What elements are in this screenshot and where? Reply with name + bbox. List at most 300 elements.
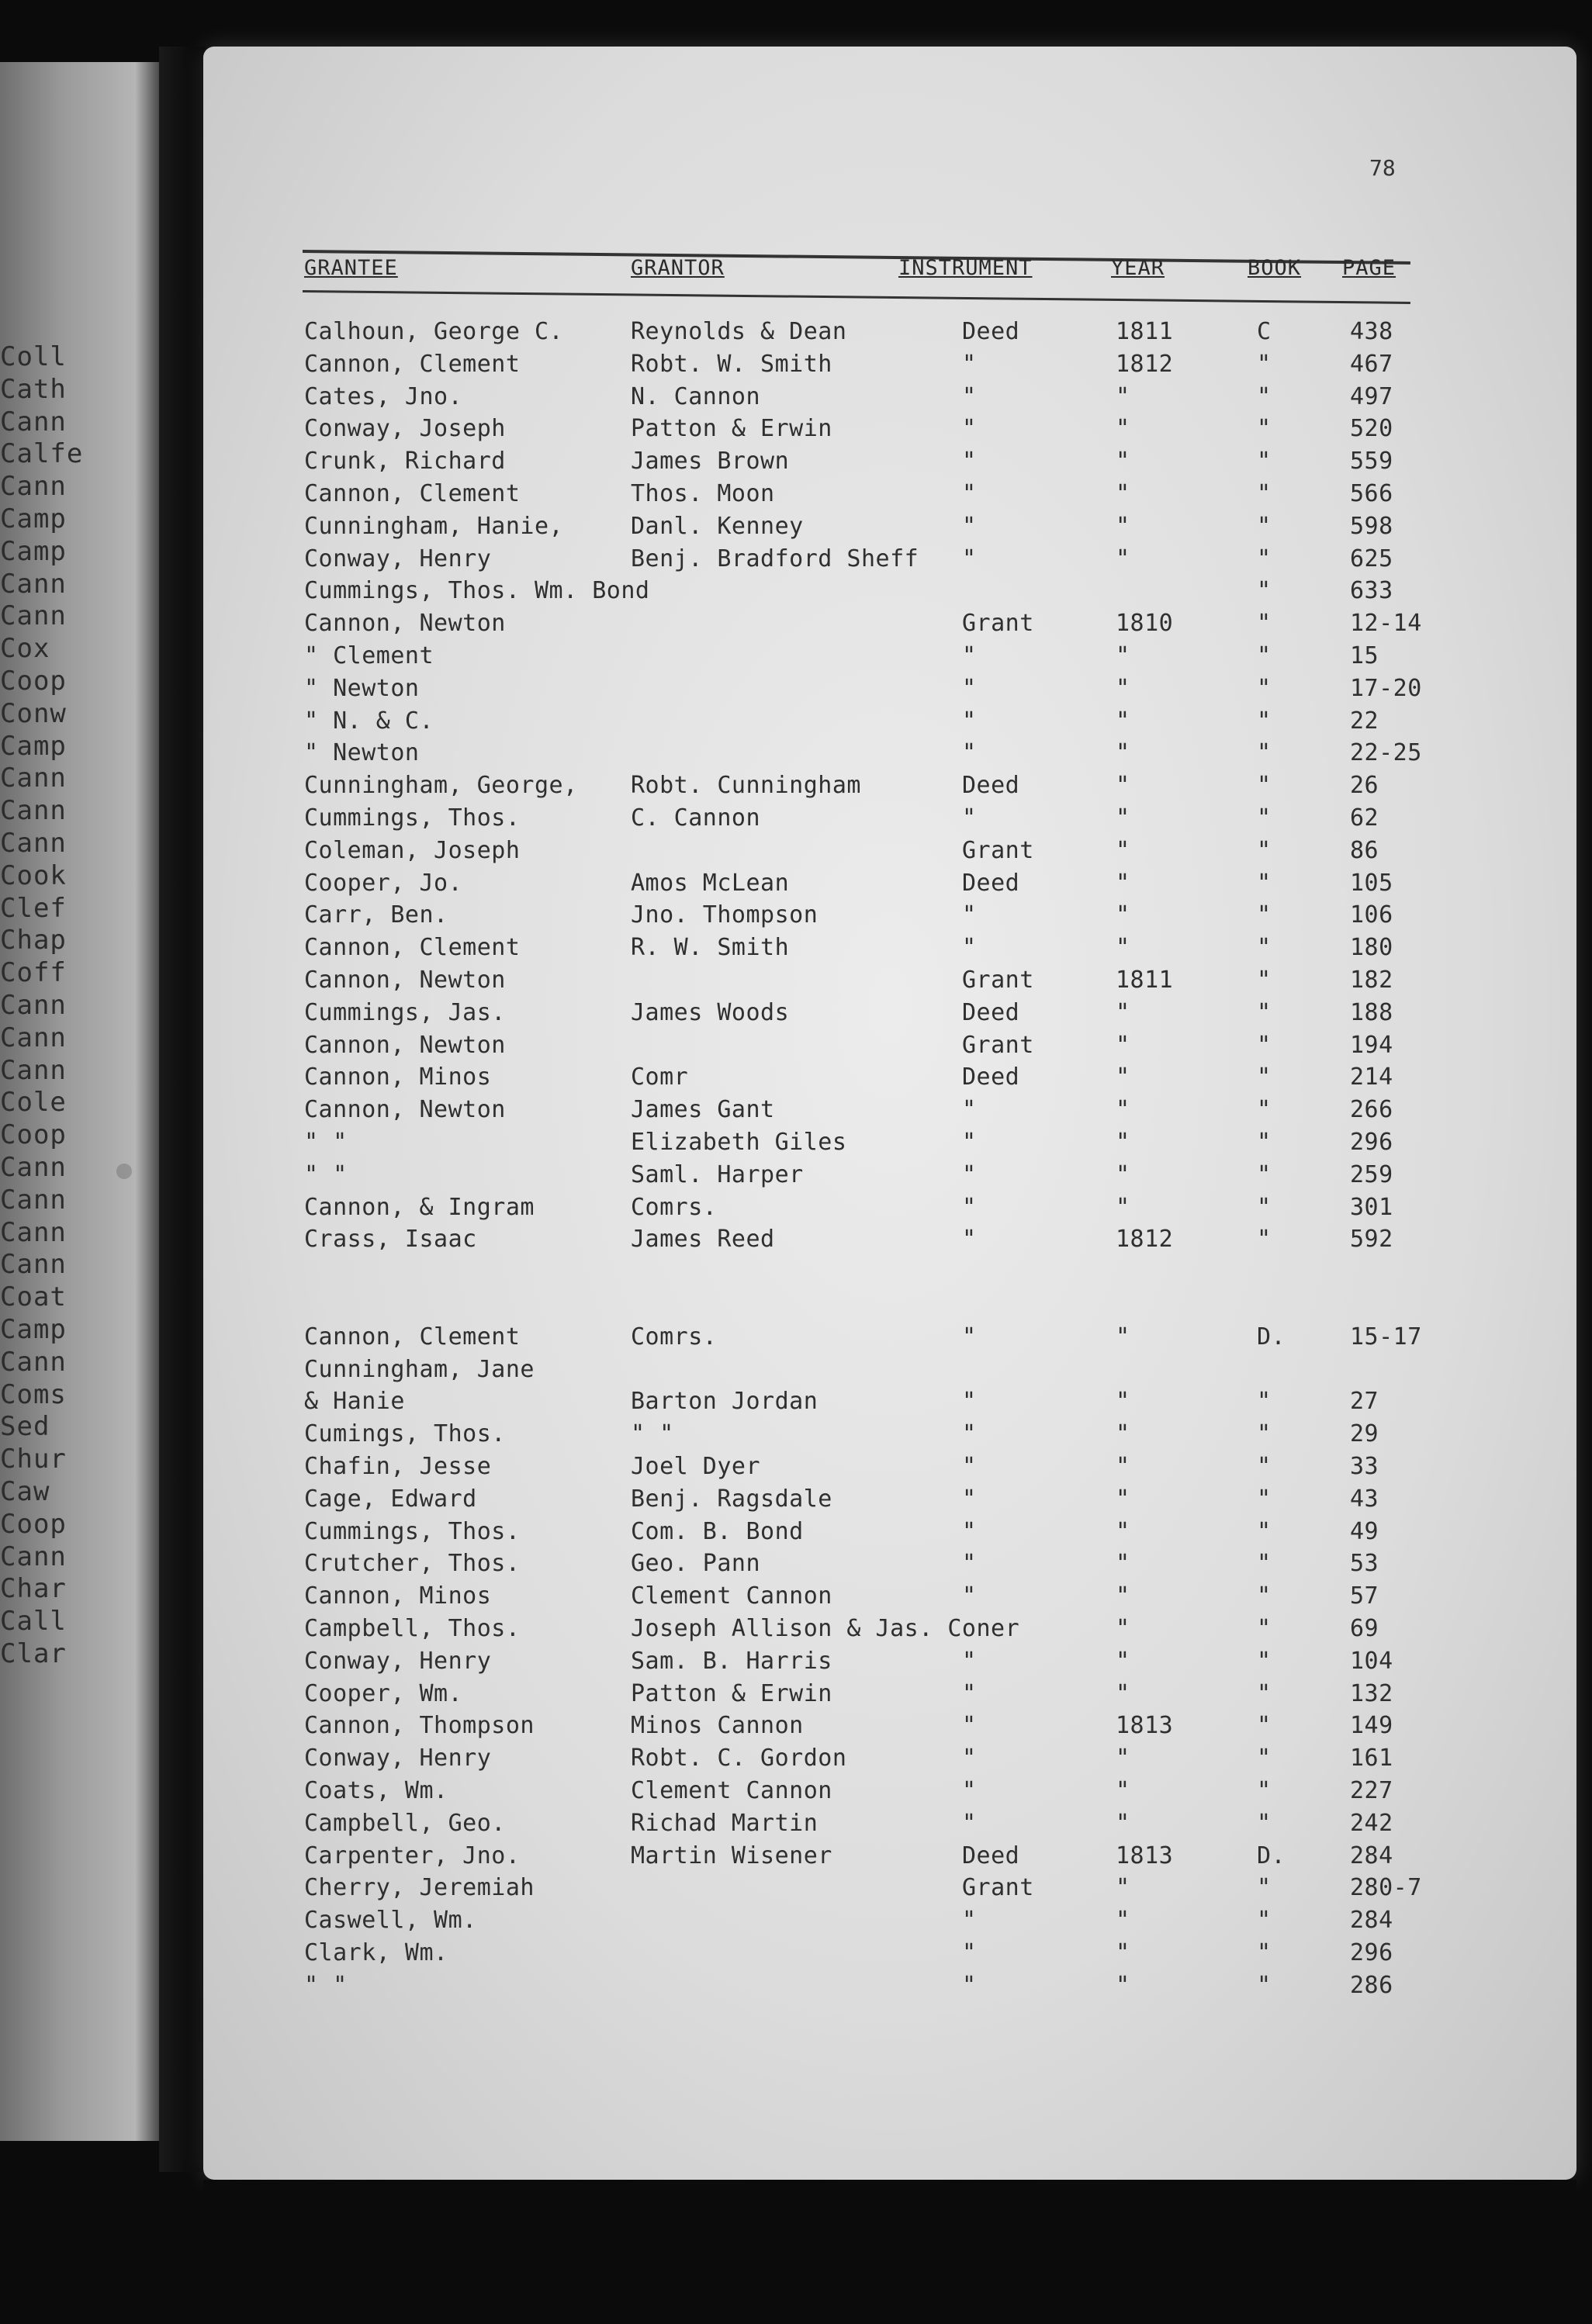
cell-year: " xyxy=(1116,707,1130,735)
cell-instrument: Deed xyxy=(962,1063,1020,1091)
cell-grantor: Robt. W. Smith xyxy=(631,350,832,378)
table-row xyxy=(0,1712,1552,1745)
cell-year: " xyxy=(1116,998,1130,1026)
cell-book: " xyxy=(1257,512,1272,540)
cell-grantee: " " xyxy=(304,1971,348,1999)
cell-page: 266 xyxy=(1350,1096,1393,1124)
cell-grantor: Barton Jordan xyxy=(631,1388,818,1416)
cell-grantor: Robt. Cunningham xyxy=(631,772,861,800)
cell-book: D. xyxy=(1257,1323,1286,1350)
cell-instrument: " xyxy=(962,1453,977,1480)
cell-page: 57 xyxy=(1350,1582,1379,1610)
left-page-fragment: Cook xyxy=(0,859,67,891)
cell-grantor: Jno. Thompson xyxy=(631,901,818,929)
cell-instrument: " xyxy=(962,1647,977,1675)
cell-book: " xyxy=(1257,998,1272,1026)
table-row xyxy=(0,1096,1552,1129)
cell-grantee: " N. & C. xyxy=(304,707,434,735)
cell-book: " xyxy=(1257,577,1272,605)
header-page: PAGE xyxy=(1342,256,1396,280)
table-row xyxy=(0,739,1552,772)
cell-grantee: Cannon, Clement xyxy=(304,1323,521,1350)
cell-book: " xyxy=(1257,1907,1272,1935)
cell-instrument: " xyxy=(962,1388,977,1416)
table-row xyxy=(0,545,1552,578)
cell-instrument: " xyxy=(962,1096,977,1124)
table-row xyxy=(0,1291,1552,1323)
cell-book: " xyxy=(1257,674,1272,702)
cell-instrument: " xyxy=(962,545,977,572)
table-row xyxy=(0,1907,1552,1939)
cell-book: " xyxy=(1257,1063,1272,1091)
cell-year: " xyxy=(1116,1971,1130,1999)
left-page-fragment: Coat xyxy=(0,1281,67,1313)
cell-grantee: Conway, Henry xyxy=(304,1647,492,1675)
cell-book: " xyxy=(1257,934,1272,962)
cell-grantee: Crunk, Richard xyxy=(304,448,506,476)
cell-page: 497 xyxy=(1350,382,1393,410)
cell-page: 22 xyxy=(1350,707,1379,735)
cell-instrument: " xyxy=(962,1679,977,1707)
cell-page: 49 xyxy=(1350,1517,1379,1545)
cell-year: " xyxy=(1116,1809,1130,1837)
cell-year: " xyxy=(1116,1615,1130,1642)
cell-instrument: Grant xyxy=(962,967,1034,994)
cell-grantee: Conway, Henry xyxy=(304,1745,492,1772)
cell-grantor: Geo. Pann xyxy=(631,1550,761,1578)
table-row xyxy=(0,870,1552,902)
cell-grantee: Conway, Henry xyxy=(304,545,492,572)
cell-year: " xyxy=(1116,1777,1130,1804)
cell-grantee: Cates, Jno. xyxy=(304,382,463,410)
table-row xyxy=(0,480,1552,513)
cell-page: 27 xyxy=(1350,1388,1379,1416)
left-page-fragment: Cann xyxy=(0,795,67,827)
cell-instrument: " xyxy=(962,934,977,962)
left-page-fragment: Coop xyxy=(0,1508,67,1540)
cell-page: 26 xyxy=(1350,772,1379,800)
cell-grantor: Joseph Allison & Jas. Coner xyxy=(631,1615,1020,1642)
table-row xyxy=(0,1810,1552,1842)
cell-year: " xyxy=(1116,804,1130,832)
cell-year: " xyxy=(1116,415,1130,443)
cell-grantee: Cannon, Newton xyxy=(304,1096,506,1124)
left-page-fragment: Camp xyxy=(0,503,67,534)
cell-grantee: Cumings, Thos. xyxy=(304,1420,506,1448)
cell-grantee: Campbell, Geo. xyxy=(304,1809,506,1837)
cell-instrument: Deed xyxy=(962,1842,1020,1869)
table-row xyxy=(0,1615,1552,1648)
cell-instrument: " xyxy=(962,512,977,540)
cell-grantor: Elizabeth Giles xyxy=(631,1129,847,1156)
cell-grantee: Crutcher, Thos. xyxy=(304,1550,521,1578)
cell-book: " xyxy=(1257,772,1272,800)
cell-grantee: Cannon, Newton xyxy=(304,610,506,638)
cell-instrument: " xyxy=(962,1485,977,1513)
cell-grantor: James Reed xyxy=(631,1226,775,1254)
cell-grantee: Clark, Wm. xyxy=(304,1939,448,1966)
cell-year: " xyxy=(1116,1031,1130,1059)
cell-page: 227 xyxy=(1350,1777,1393,1804)
table-row xyxy=(0,1485,1552,1518)
cell-book: " xyxy=(1257,836,1272,864)
left-page-fragment: Cath xyxy=(0,373,67,405)
cell-year: " xyxy=(1116,739,1130,767)
cell-page: 598 xyxy=(1350,512,1393,540)
cell-page: 284 xyxy=(1350,1907,1393,1935)
left-page-fragment: Char xyxy=(0,1573,67,1605)
left-page-fragment: Cann xyxy=(0,1249,67,1281)
cell-grantor: Comrs. xyxy=(631,1323,718,1350)
cell-page: 280-7 xyxy=(1350,1874,1422,1902)
cell-year: 1811 xyxy=(1116,318,1174,345)
cell-grantor: Joel Dyer xyxy=(631,1453,761,1480)
page-number: 78 xyxy=(1369,155,1396,181)
cell-year: " xyxy=(1116,836,1130,864)
cell-instrument: " xyxy=(962,707,977,735)
left-page-fragment: Cann xyxy=(0,406,67,437)
cell-page: 69 xyxy=(1350,1615,1379,1642)
cell-instrument: " xyxy=(962,350,977,378)
cell-year: " xyxy=(1116,1096,1130,1124)
cell-year: 1812 xyxy=(1116,350,1174,378)
table-row xyxy=(0,1356,1552,1389)
cell-page: 286 xyxy=(1350,1971,1393,1999)
cell-book: " xyxy=(1257,1550,1272,1578)
cell-year: " xyxy=(1116,934,1130,962)
cell-instrument: Grant xyxy=(962,610,1034,638)
cell-grantor: R. W. Smith xyxy=(631,934,790,962)
table-row xyxy=(0,675,1552,707)
table-row xyxy=(0,772,1552,804)
cell-book: " xyxy=(1257,1517,1272,1545)
cell-grantee: Cooper, Jo. xyxy=(304,869,463,897)
cell-year: 1813 xyxy=(1116,1712,1174,1740)
cell-book: " xyxy=(1257,382,1272,410)
table-row xyxy=(0,1388,1552,1420)
cell-page: 86 xyxy=(1350,836,1379,864)
cell-year: " xyxy=(1116,901,1130,929)
table-row xyxy=(0,837,1552,870)
table-row xyxy=(0,1453,1552,1485)
cell-grantee: Carr, Ben. xyxy=(304,901,448,929)
cell-page: 62 xyxy=(1350,804,1379,832)
left-page-fragment: Cann xyxy=(0,600,67,632)
left-page-fragment: Coff xyxy=(0,957,67,989)
cell-page: 520 xyxy=(1350,415,1393,443)
left-page-fragment: Coll xyxy=(0,341,67,372)
cell-page: 33 xyxy=(1350,1453,1379,1480)
cell-book: " xyxy=(1257,1485,1272,1513)
cell-grantee: Cannon, & Ingram xyxy=(304,1193,535,1221)
left-page-fragment: Cann xyxy=(0,1541,67,1572)
cell-page: 284 xyxy=(1350,1842,1393,1869)
table-row xyxy=(0,1226,1552,1258)
table-row xyxy=(0,577,1552,610)
table-row xyxy=(0,1129,1552,1161)
left-page-fragment: Cann xyxy=(0,1054,67,1086)
cell-grantee: Carpenter, Jno. xyxy=(304,1842,521,1869)
cell-grantee: Cannon, Clement xyxy=(304,350,521,378)
left-page-fragment: Coms xyxy=(0,1378,67,1410)
cell-page: 15-17 xyxy=(1350,1323,1422,1350)
cell-page: 194 xyxy=(1350,1031,1393,1059)
cell-grantor: Reynolds & Dean xyxy=(631,318,847,345)
cell-page: 467 xyxy=(1350,350,1393,378)
cell-grantor: Benj. Bradford Sheff xyxy=(631,545,919,572)
cell-grantee: Cunningham, George, xyxy=(304,772,578,800)
cell-year: " xyxy=(1116,1129,1130,1156)
left-page-fragment: Coop xyxy=(0,666,67,697)
cell-year: " xyxy=(1116,1582,1130,1610)
header-instrument: INSTRUMENT xyxy=(898,256,1033,280)
cell-grantee: Cage, Edward xyxy=(304,1485,477,1513)
cell-grantor: Thos. Moon xyxy=(631,480,775,507)
left-page-fragment: Caw xyxy=(0,1476,50,1507)
cell-grantor: James Woods xyxy=(631,998,790,1026)
cell-year: " xyxy=(1116,1485,1130,1513)
cell-book: " xyxy=(1257,1971,1272,1999)
cell-book: " xyxy=(1257,1745,1272,1772)
cell-grantee: Cummings, Jas. xyxy=(304,998,506,1026)
cell-book: " xyxy=(1257,350,1272,378)
cell-year: " xyxy=(1116,1907,1130,1935)
cell-book: " xyxy=(1257,1388,1272,1416)
cell-year: " xyxy=(1116,512,1130,540)
header-grantee: GRANTEE xyxy=(304,256,398,280)
cell-instrument: Grant xyxy=(962,1031,1034,1059)
left-page-fragment: Calfe xyxy=(0,438,84,470)
cell-page: 132 xyxy=(1350,1679,1393,1707)
left-page-fragment: Chur xyxy=(0,1444,67,1475)
cell-instrument: Deed xyxy=(962,998,1020,1026)
cell-book: " xyxy=(1257,1679,1272,1707)
left-page-fragment: Clar xyxy=(0,1638,67,1669)
cell-instrument: " xyxy=(962,1712,977,1740)
cell-instrument: " xyxy=(962,1809,977,1837)
table-row xyxy=(0,415,1552,448)
cell-page: 633 xyxy=(1350,577,1393,605)
cell-instrument: " xyxy=(962,739,977,767)
cell-book: " xyxy=(1257,642,1272,669)
cell-book: " xyxy=(1257,1031,1272,1059)
cell-grantee: Cummings, Thos. Wm. Bond xyxy=(304,577,650,605)
table-row xyxy=(0,1939,1552,1972)
cell-instrument: Grant xyxy=(962,1874,1034,1902)
cell-instrument: " xyxy=(962,1420,977,1448)
cell-instrument: Grant xyxy=(962,836,1034,864)
cell-year: " xyxy=(1116,1679,1130,1707)
cell-grantee: Cunningham, Jane xyxy=(304,1355,535,1383)
cell-grantor: Richad Martin xyxy=(631,1809,818,1837)
cell-page: 43 xyxy=(1350,1485,1379,1513)
cell-year: " xyxy=(1116,1323,1130,1350)
cell-book: " xyxy=(1257,1809,1272,1837)
cell-book: " xyxy=(1257,1874,1272,1902)
cell-book: " xyxy=(1257,1777,1272,1804)
cell-page: 104 xyxy=(1350,1647,1393,1675)
table-row xyxy=(0,1323,1552,1356)
cell-book: " xyxy=(1257,869,1272,897)
cell-grantee: Conway, Joseph xyxy=(304,415,506,443)
left-page-fragment: Cann xyxy=(0,1184,67,1216)
cell-year: " xyxy=(1116,642,1130,669)
cell-page: 22-25 xyxy=(1350,739,1422,767)
cell-book: D. xyxy=(1257,1842,1286,1869)
table-row xyxy=(0,1972,1552,2004)
table-row xyxy=(0,642,1552,675)
table-row xyxy=(0,1550,1552,1582)
cell-page: 149 xyxy=(1350,1712,1393,1740)
cell-grantee: & Hanie xyxy=(304,1388,405,1416)
cell-year: " xyxy=(1116,869,1130,897)
table-row xyxy=(0,1032,1552,1064)
cell-grantee: Cannon, Newton xyxy=(304,967,506,994)
table-row xyxy=(0,513,1552,545)
cell-year: " xyxy=(1116,1160,1130,1188)
cell-book: " xyxy=(1257,1712,1272,1740)
cell-grantor: Clement Cannon xyxy=(631,1582,832,1610)
cell-instrument: " xyxy=(962,1160,977,1188)
cell-year: " xyxy=(1116,1420,1130,1448)
table-row xyxy=(0,1842,1552,1875)
cell-grantor: Comrs. xyxy=(631,1193,718,1221)
cell-page: 214 xyxy=(1350,1063,1393,1091)
cell-page: 242 xyxy=(1350,1809,1393,1837)
cell-grantee: Calhoun, George C. xyxy=(304,318,564,345)
cell-book: " xyxy=(1257,1939,1272,1966)
cell-instrument: " xyxy=(962,1517,977,1545)
table-row xyxy=(0,1777,1552,1810)
cell-book: " xyxy=(1257,1582,1272,1610)
left-page-fragment: Cann xyxy=(0,471,67,503)
cell-grantor: Robt. C. Gordon xyxy=(631,1745,847,1772)
cell-grantee: Caswell, Wm. xyxy=(304,1907,477,1935)
cell-year: " xyxy=(1116,1388,1130,1416)
table-row xyxy=(0,1063,1552,1096)
cell-instrument: " xyxy=(962,1550,977,1578)
cell-grantor: Saml. Harper xyxy=(631,1160,804,1188)
cell-grantee: " " xyxy=(304,1160,348,1188)
cell-grantor: " " xyxy=(631,1420,674,1448)
cell-grantee: Campbell, Thos. xyxy=(304,1615,521,1642)
table-row xyxy=(0,999,1552,1032)
cell-page: 438 xyxy=(1350,318,1393,345)
cell-page: 12-14 xyxy=(1350,610,1422,638)
table-row xyxy=(0,1582,1552,1615)
cell-grantor: Patton & Erwin xyxy=(631,1679,832,1707)
cell-year: " xyxy=(1116,1939,1130,1966)
table-row xyxy=(0,1161,1552,1194)
left-page-fragment: Cann xyxy=(0,568,67,600)
cell-grantor: Benj. Ragsdale xyxy=(631,1485,832,1513)
cell-page: 182 xyxy=(1350,967,1393,994)
cell-instrument: " xyxy=(962,382,977,410)
cell-year: 1812 xyxy=(1116,1226,1174,1254)
cell-instrument: " xyxy=(962,1777,977,1804)
cell-instrument: " xyxy=(962,1907,977,1935)
cell-grantee: Cummings, Thos. xyxy=(304,804,521,832)
cell-book: " xyxy=(1257,1647,1272,1675)
cell-grantor: Clement Cannon xyxy=(631,1777,832,1804)
cell-grantee: Crass, Isaac xyxy=(304,1226,477,1254)
cell-instrument: " xyxy=(962,642,977,669)
left-page-fragment: Cann xyxy=(0,763,67,794)
cell-page: 17-20 xyxy=(1350,674,1422,702)
cell-book: " xyxy=(1257,901,1272,929)
cell-book: " xyxy=(1257,545,1272,572)
cell-year: " xyxy=(1116,448,1130,476)
cell-year: " xyxy=(1116,1874,1130,1902)
cell-grantee: Coats, Wm. xyxy=(304,1777,448,1804)
cell-instrument: " xyxy=(962,1582,977,1610)
cell-instrument: Deed xyxy=(962,869,1020,897)
cell-grantee: " Newton xyxy=(304,674,420,702)
cell-grantor: James Brown xyxy=(631,448,790,476)
cell-grantor: Amos McLean xyxy=(631,869,790,897)
cell-grantor: Sam. B. Harris xyxy=(631,1647,832,1675)
cell-grantor: James Gant xyxy=(631,1096,775,1124)
cell-grantee: Cummings, Thos. xyxy=(304,1517,521,1545)
cell-page: 53 xyxy=(1350,1550,1379,1578)
cell-grantee: " " xyxy=(304,1129,348,1156)
cell-year: " xyxy=(1116,1063,1130,1091)
cell-year: " xyxy=(1116,545,1130,572)
cell-page: 296 xyxy=(1350,1939,1393,1966)
cell-book: " xyxy=(1257,415,1272,443)
cell-grantee: Cannon, Minos xyxy=(304,1063,492,1091)
cell-year: 1810 xyxy=(1116,610,1174,638)
cell-year: " xyxy=(1116,1193,1130,1221)
cell-book: " xyxy=(1257,480,1272,507)
table-row xyxy=(0,1648,1552,1680)
cell-grantor: N. Cannon xyxy=(631,382,761,410)
cell-book: " xyxy=(1257,1129,1272,1156)
left-page-fragment: Cox xyxy=(0,633,50,665)
cell-year: " xyxy=(1116,382,1130,410)
cell-page: 15 xyxy=(1350,642,1379,669)
left-page-fragment: Chap xyxy=(0,925,67,956)
cell-grantor: Danl. Kenney xyxy=(631,512,804,540)
cell-page: 105 xyxy=(1350,869,1393,897)
cell-page: 29 xyxy=(1350,1420,1379,1448)
bottom-shadow xyxy=(203,2180,1576,2324)
cell-grantee: Cooper, Wm. xyxy=(304,1679,463,1707)
cell-book: " xyxy=(1257,804,1272,832)
cell-book: C xyxy=(1257,318,1272,345)
cell-instrument: " xyxy=(962,901,977,929)
cell-page: 625 xyxy=(1350,545,1393,572)
cell-page: 559 xyxy=(1350,448,1393,476)
cell-instrument: " xyxy=(962,1323,977,1350)
cell-page: 106 xyxy=(1350,901,1393,929)
table-row xyxy=(0,901,1552,934)
cell-book: " xyxy=(1257,967,1272,994)
left-page-fragment: Cann xyxy=(0,1152,67,1183)
cell-book: " xyxy=(1257,1615,1272,1642)
left-page-fragment: Clef xyxy=(0,892,67,924)
table-row xyxy=(0,1258,1552,1291)
cell-page: 180 xyxy=(1350,934,1393,962)
cell-book: " xyxy=(1257,610,1272,638)
table-row xyxy=(0,351,1552,383)
table-row xyxy=(0,1745,1552,1777)
cell-book: " xyxy=(1257,1193,1272,1221)
cell-year: 1813 xyxy=(1116,1842,1174,1869)
left-page-fragment: Camp xyxy=(0,730,67,762)
table-row xyxy=(0,1680,1552,1713)
cell-year: 1811 xyxy=(1116,967,1174,994)
